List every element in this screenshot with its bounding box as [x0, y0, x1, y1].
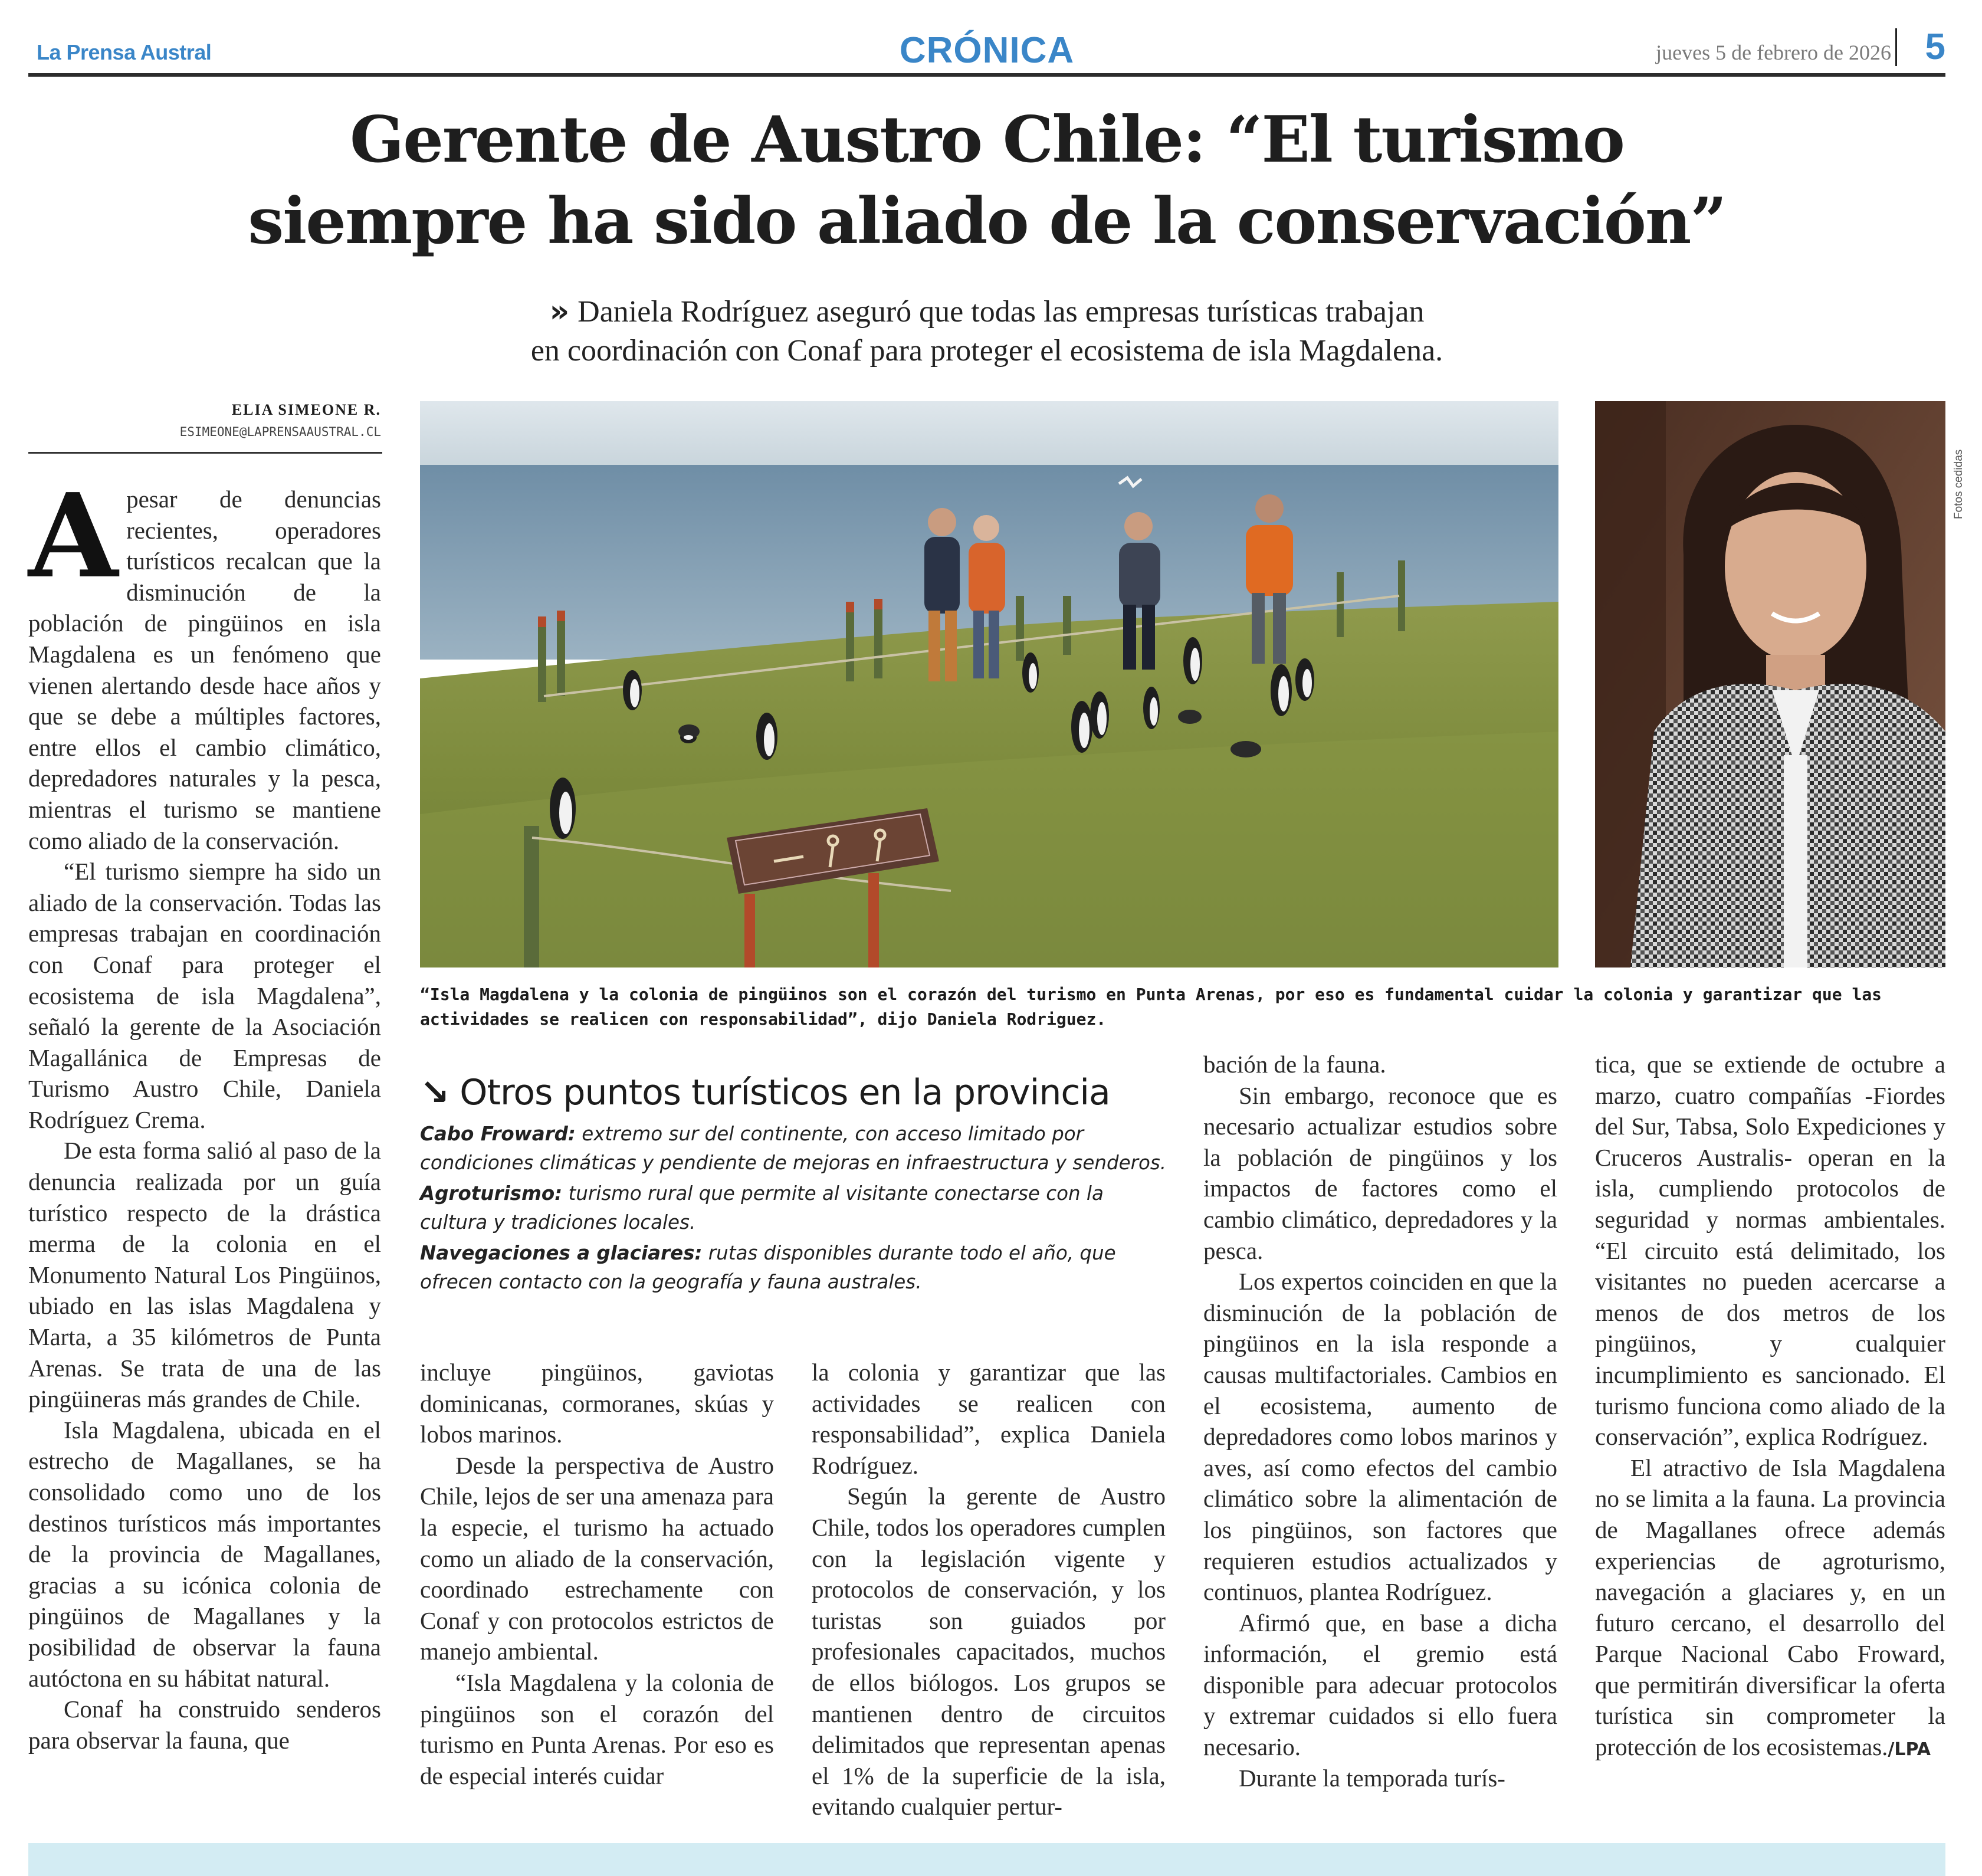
paragraph: incluye pingüinos, gaviotas dominicanas, cormoranes, skúas y lobos marinos. [420, 1359, 774, 1448]
paragraph: tica, que se extiende de octubre a marzo, cuatro compañías -Fiordes del Sur, Tabsa, Solo Expediciones y Cruceros Australis- operan en la isla, cumpliendo protocolos de seguridad y normas ambientales. “El circuito está delimitado, los visitantes no pueden acercarse a menos de dos metros de los pingüinos, y cualquier incumplimiento es sancionado. El turismo funciona como aliado de la conservación”, explica Rodríguez. [1595, 1051, 1945, 1451]
paragraph: la colonia y garantizar que las actividades se realicen con responsabilidad”, explica Daniela Rodríguez. [812, 1359, 1166, 1479]
article-signature: /LPA [1888, 1739, 1931, 1760]
sidebar-item: Agroturismo: turismo rural que permite al visitante conectarse con la cultura y tradiciones locales. [420, 1182, 1104, 1234]
sidebar-title: ↘ Otros puntos turísticos en la provincia [420, 1072, 1110, 1113]
paragraph: El atractivo de Isla Magdalena no se limita a la fauna. La provincia de Magallanes ofrece además experiencias de agroturismo, navegación a glaciares y, en un futuro cercano, el desarrollo del Parque Nacional Cabo Froward, que permitirán diversificar la oferta turística sin comprometer la protección de los ecosistemas. [1595, 1454, 1945, 1761]
portrait-photo [1595, 401, 1945, 967]
paragraph: De esta forma salió al paso de la denuncia realizada por un guía turístico respecto de la drástica merma de la colonia en el Monumento Natural Los Pingüinos, ubiado en las islas Magdalena y Marta, a 35 kilómetros de Punta Arenas. Se trata de una de las pingüineras más grandes de Chile. [28, 1137, 381, 1413]
newspaper-page [28, 24, 1965, 1847]
byline-email: ESIMEONE@LAPRENSAAUSTRAL.CL [179, 425, 381, 439]
article-column-5 [1595, 1049, 1945, 1766]
sidebar-item: Cabo Froward: extremo sur del continente, con acceso limitado por condiciones climáticas y pendiente de mejoras en infraestructura y senderos. [420, 1123, 1167, 1174]
sidebar-list [420, 1120, 1169, 1298]
paragraph: Desde la perspectiva de Austro Chile, lejos de ser una amenaza para la especie, el turismo ha actuado como un aliado de la conservación, coordinado estrechamente con Conaf y con protocolos estrictos de manejo ambiental. [420, 1451, 774, 1665]
penguin-colony-illustration [420, 401, 1558, 967]
page-header [28, 24, 1945, 76]
issue-date: jueves 5 de febrero de 2026 [1656, 41, 1891, 64]
article-column-4 [1203, 1049, 1557, 1793]
drop-cap: A [28, 468, 119, 604]
paragraph: Conaf ha construido senderos para observar la fauna, que [28, 1695, 381, 1754]
headline-line-2: siempre ha sido aliado de la conservación” [248, 184, 1726, 258]
portrait-illustration [1595, 401, 1945, 967]
paragraph: pesar de denuncias recientes, operadores turísticos recalcan que la disminución de la población de pingüinos en isla Magdalena es un fenómeno que vienen alertando desde hace años y que se debe a múltiples factores, entre ellos el cambio climático, depredadores naturales y la pesca, mientras el turismo se mantiene como aliado de la conservación. [28, 486, 381, 854]
deck-line-1: Daniela Rodríguez aseguró que todas las empresas turísticas trabajan [577, 295, 1425, 329]
photo-credit: Fotos cedidas [1953, 449, 1965, 519]
paragraph: Sin embargo, reconoce que es necesario actualizar estudios sobre la población de pingüinos y los impactos de factores como el cambio climático, depredadores y la pesca. [1203, 1081, 1557, 1264]
footer-band [28, 1843, 1945, 1876]
newspaper-name: La Prensa Austral [37, 40, 212, 64]
paragraph: Durante la temporada turís- [1239, 1764, 1505, 1792]
arrow-down-right-icon: ↘ [420, 1072, 449, 1113]
paragraph: “Isla Magdalena y la colonia de pingüinos son el corazón del turismo en Punta Arenas. Por eso es de especial interés cuidar [420, 1668, 774, 1789]
paragraph: Según la gerente de Austro Chile, todos los operadores cumplen con la legislación vigente y protocolos de conservación, y los turistas son guiados por profesionales capacitados, muchos de ellos biólogos. Los grupos se mantienen dentro de circuitos delimitados que representan apenas el 1% de la superficie de la isla, evitando cualquier pertur- [812, 1483, 1166, 1821]
paragraph: Isla Magdalena, ubicada en el estrecho de Magallanes, se ha consolidado como uno de los destinos turísticos más importantes de la provincia de Magallanes, gracias a su icónica colonia de pingüinos de Magallanes y la posibilidad de observar la fauna autóctona en su hábitat natural. [28, 1416, 381, 1692]
page-number: 5 [1895, 28, 1945, 66]
article-column-3 [812, 1357, 1166, 1822]
header-rule [28, 73, 1945, 77]
photo-caption: “Isla Magdalena y la colonia de pingüinos son el corazón del turismo en Punta Arenas, por eso es fundamental cuidar la colonia y garantizar que las actividades se realicen con responsabilidad”, dijo Daniela Rodriguez. [420, 985, 1882, 1029]
sidebar-item: Navegaciones a glaciares: rutas disponibles durante todo el año, que ofrecen contacto con la geografía y fauna australes. [420, 1242, 1116, 1293]
article-column-1 [28, 468, 381, 1756]
byline-rule [28, 452, 382, 454]
headline [117, 99, 1857, 262]
deck-line-2: en coordinación con Conaf para proteger el ecosistema de isla Magdalena. [530, 334, 1443, 368]
paragraph: Afirmó que, en base a dicha información, el gremio está disponible para adecuar protocolos y extremar cuidados si ello fuera necesario. [1203, 1609, 1557, 1761]
paragraph: Los expertos coinciden en que la disminución de la población de pingüinos en la isla responde a causas multifactoriales. Cambios en el ecosistema, aumento de depredadores como lobos marinos y aves, así como efectos del cambio climático sobre la alimentación de los pingüinos, son factores que requieren estudios actualizados y continuos, plantea Rodríguez. [1203, 1268, 1557, 1606]
deck [359, 292, 1615, 370]
paragraph: bación de la fauna. [1203, 1051, 1386, 1078]
byline-author: ELIA SIMEONE R. [231, 401, 381, 418]
section-title: CRÓNICA [899, 30, 1075, 71]
headline-line-1: Gerente de Austro Chile: “El turismo [350, 103, 1624, 177]
paragraph: “El turismo siempre ha sido un aliado de la conservación. Todas las empresas trabajan en coordinación con Conaf para proteger el ecosistema de isla Magdalena”, señaló la gerente de la Asociación Magallánica de Empresas de Turismo Austro Chile, Daniela Rodríguez Crema. [28, 858, 381, 1133]
article-column-2 [420, 1357, 774, 1791]
chevron-right-icon: » [549, 294, 570, 329]
penguin-colony-photo [420, 401, 1558, 967]
